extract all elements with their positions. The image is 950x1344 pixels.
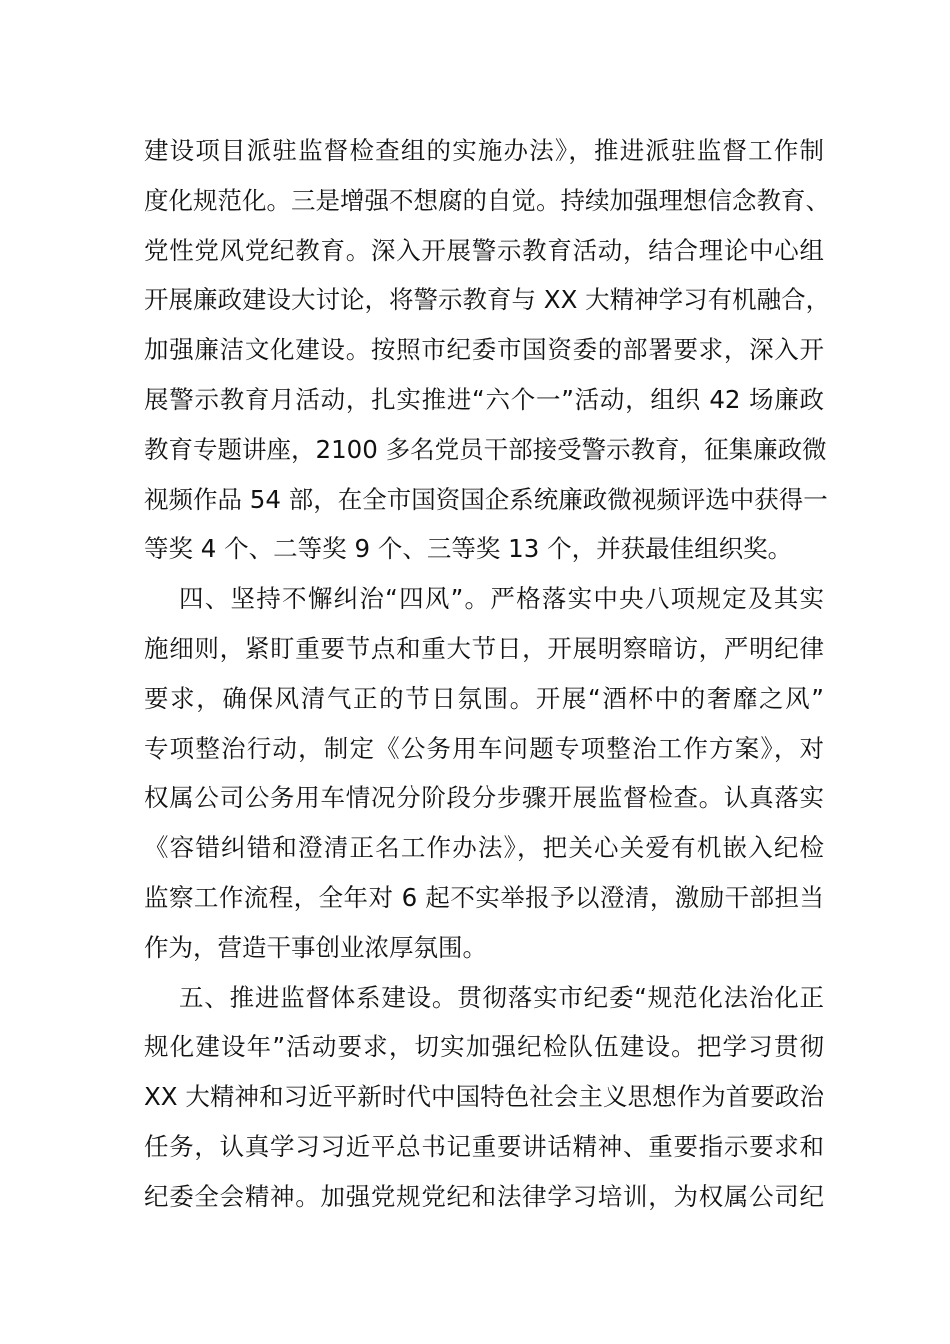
- text-line: 《容错纠错和澄清正名工作办法》，把关心关爱有机嵌入纪检: [144, 833, 824, 863]
- text-line: 专项整治行动，制定《公务用车问题专项整治工作方案》，对: [144, 733, 824, 763]
- text-line: 开展廉政建设大讨论，将警示教育与 XX 大精神学习有机融合，: [144, 285, 831, 315]
- text-line: 要求，确保风清气正的节日氛围。开展“酒杯中的奢靡之风”: [144, 683, 824, 713]
- text-line: 建设项目派驻监督检查组的实施办法》，推进派驻监督工作制: [144, 136, 824, 165]
- text-line: 度化规范化。三是增强不想腐的自觉。持续加强理想信念教育、: [144, 185, 830, 215]
- text-line: 权属公司公务用车情况分阶段分步骤开展监督检查。认真落实: [144, 783, 824, 813]
- text-line: 纪委全会精神。加强党规党纪和法律学习培训，为权属公司纪: [144, 1181, 824, 1211]
- section-five-heading-line: 五、推进监督体系建设。贯彻落实市纪委“规范化法治化正: [179, 982, 824, 1012]
- text-line: XX 大精神和习近平新时代中国特色社会主义思想作为首要政治: [144, 1082, 824, 1112]
- text-line: 教育专题讲座，2100 多名党员干部接受警示教育，征集廉政微: [144, 434, 827, 464]
- document-body: [144, 126, 831, 1222]
- text-line: 规化建设年”活动要求，切实加强纪检队伍建设。把学习贯彻: [144, 1032, 824, 1062]
- text-line: 施细则，紧盯重要节点和重大节日，开展明察暗访，严明纪律: [144, 633, 824, 663]
- section-four-heading-line: 四、坚持不懈纠治“四风”。严格落实中央八项规定及其实: [179, 584, 824, 614]
- text-line: 党性党风党纪教育。深入开展警示教育活动，结合理论中心组: [144, 235, 824, 265]
- text-line: 视频作品 54 部，在全市国资国企系统廉政微视频评选中获得一: [144, 484, 828, 514]
- text-line: 加强廉洁文化建设。按照市纪委市国资委的部署要求，深入开: [144, 335, 824, 365]
- text-line: 监察工作流程，全年对 6 起不实举报予以澄清，激励干部担当: [144, 882, 824, 912]
- text-line: 展警示教育月活动，扎实推进“六个一”活动，组织 42 场廉政: [144, 384, 824, 414]
- text-line: 任务，认真学习习近平总书记重要讲话精神、重要指示要求和: [144, 1131, 824, 1161]
- text-line: 作为，营造干事创业浓厚氛围。: [144, 932, 487, 962]
- text-line: 等奖 4 个、二等奖 9 个、三等奖 13 个，并获最佳组织奖。: [144, 534, 793, 564]
